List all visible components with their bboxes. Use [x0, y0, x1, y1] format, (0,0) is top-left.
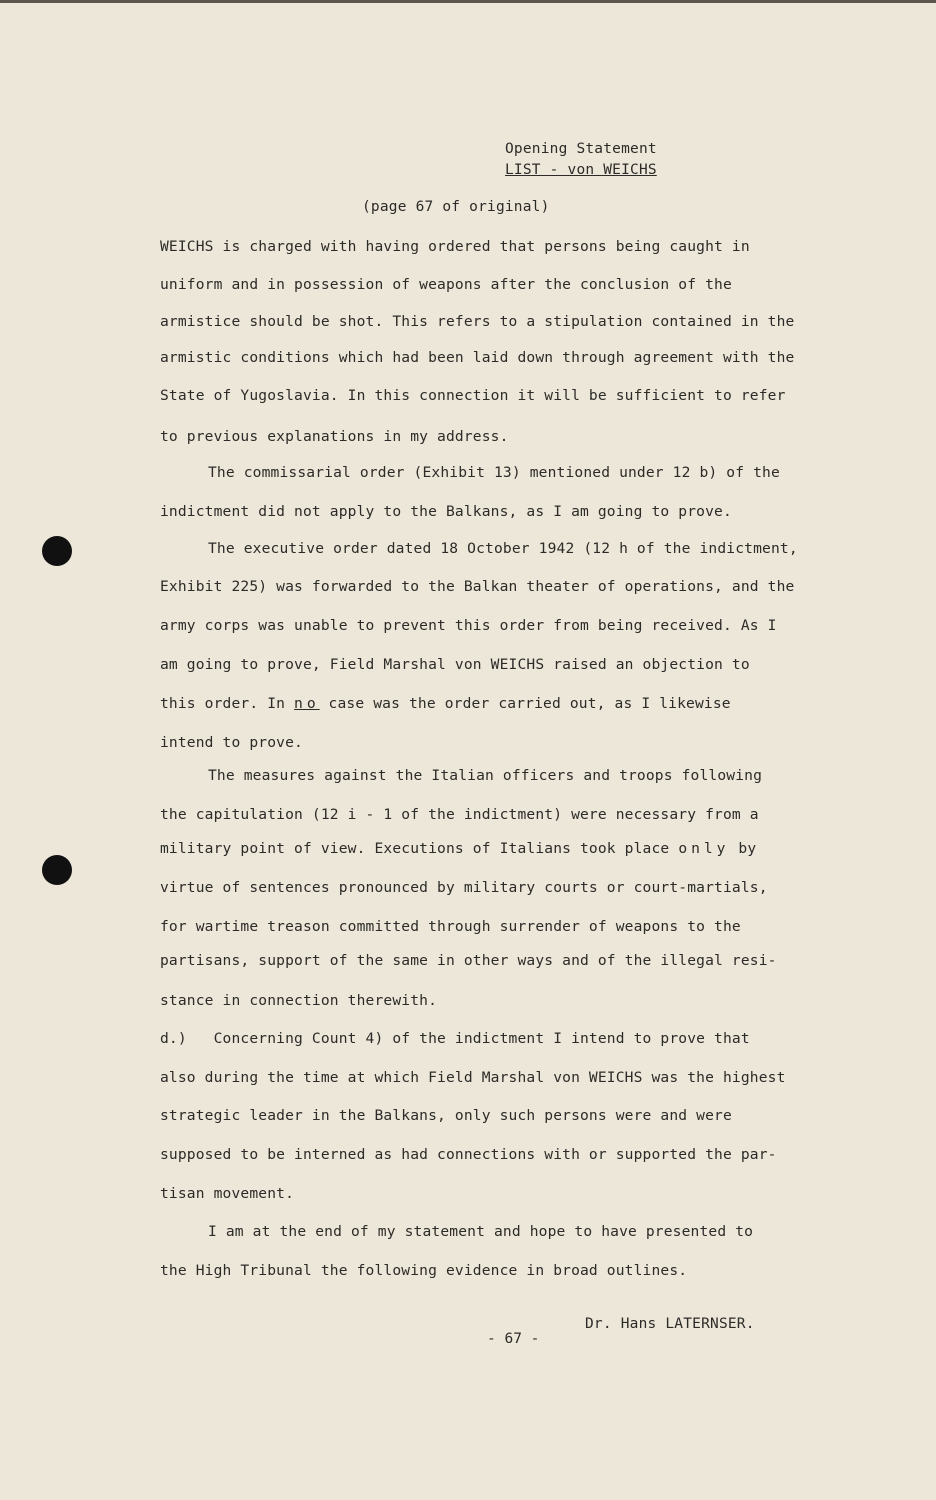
punch-hole-top — [42, 536, 72, 566]
original-page-reference: (page 67 of original) — [362, 199, 550, 215]
text-line: indictment did not apply to the Balkans, as I am going to prove. — [160, 503, 732, 520]
text-line: stance in connection therewith. — [160, 992, 438, 1009]
text-fragment: military point of view. Executions of Italians took place — [160, 840, 679, 857]
text-line: for wartime treason committed through surrender of weapons to the — [160, 918, 741, 935]
text-line: strategic leader in the Balkans, only such persons were and were — [160, 1107, 732, 1124]
text-line: Exhibit 225) was forwarded to the Balkan theater of operations, and the — [160, 578, 795, 595]
document-header — [505, 139, 657, 181]
text-line: intend to prove. — [160, 734, 303, 751]
page-number: - 67 - — [487, 1331, 540, 1347]
header-title: Opening Statement — [505, 141, 657, 157]
paragraph-1 — [160, 238, 850, 445]
text-line: partisans, support of the same in other ways and of the illegal resi- — [160, 952, 777, 969]
text-line: the High Tribunal the following evidence in broad outlines. — [160, 1262, 688, 1279]
text-fragment: this order. In — [160, 695, 295, 712]
emphasis-no: no — [294, 695, 320, 712]
text-line: also during the time at which Field Marshal von WEICHS was the highest — [160, 1069, 786, 1086]
text-line: uniform and in possession of weapons after the conclusion of the — [160, 276, 732, 293]
text-line: WEICHS is charged with having ordered that persons being caught in — [160, 238, 750, 255]
paragraph-6 — [160, 1223, 850, 1291]
paragraph-5 — [160, 1030, 850, 1202]
text-fragment: case was the order carried out, as I likewise — [319, 695, 731, 712]
text-line: The measures against the Italian officers and troops following — [208, 767, 763, 784]
paragraph-2 — [160, 464, 850, 532]
header-subtitle: LIST - von WEICHS — [505, 162, 657, 178]
text-line: State of Yugoslavia. In this connection it will be sufficient to refer — [160, 387, 786, 404]
paragraph-3 — [160, 540, 850, 751]
paragraph-4 — [160, 767, 850, 1009]
text-line: the capitulation (12 i - 1 of the indictment) were necessary from a — [160, 806, 759, 823]
text-line: d.) Concerning Count 4) of the indictment I intend to prove that — [160, 1030, 750, 1047]
punch-hole-bottom — [42, 855, 72, 885]
text-line: to previous explanations in my address. — [160, 428, 509, 445]
text-line: am going to prove, Field Marshal von WEICHS raised an objection to — [160, 656, 750, 673]
text-line: army corps was unable to prevent this order from being received. As I — [160, 617, 777, 634]
text-line: armistic conditions which had been laid down through agreement with the — [160, 349, 795, 366]
text-line: tisan movement. — [160, 1185, 295, 1202]
text-line: The executive order dated 18 October 1942 (12 h of the indictment, — [208, 540, 798, 557]
text-line — [160, 695, 731, 712]
text-line: virtue of sentences pronounced by military courts or court-martials, — [160, 879, 768, 896]
text-line: I am at the end of my statement and hope to have presented to — [208, 1223, 754, 1240]
text-fragment: by — [729, 840, 757, 857]
emphasis-only: only — [678, 840, 730, 857]
text-line: armistice should be shot. This refers to a stipulation contained in the — [160, 313, 795, 330]
text-line — [160, 840, 756, 857]
signature-line: Dr. Hans LATERNSER. — [585, 1316, 755, 1332]
text-line: supposed to be interned as had connections with or supported the par- — [160, 1146, 777, 1163]
text-line: The commissarial order (Exhibit 13) mentioned under 12 b) of the — [208, 464, 780, 481]
